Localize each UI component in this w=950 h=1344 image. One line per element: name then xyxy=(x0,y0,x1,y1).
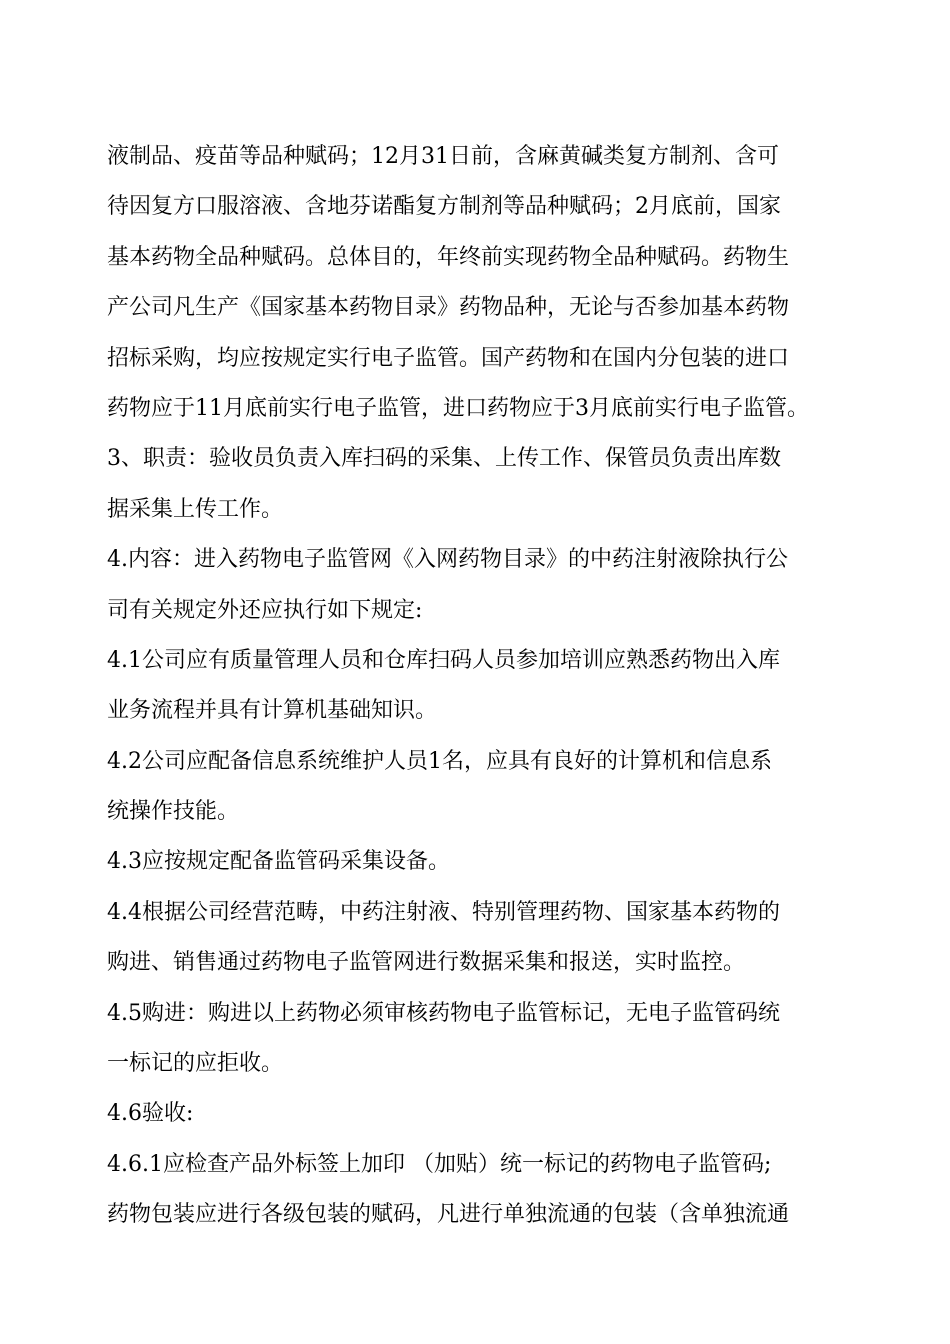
text-line-1: 液制品、疫苗等品种赋码；12月31日前，含麻黄碱类复方制剂、含可 xyxy=(107,144,779,169)
text-line-22: 药物包装应进行各级包装的赋码，凡进行单独流通的包装（含单独流通 xyxy=(107,1202,790,1228)
text-line-9: 4.内容：进入药物电子监管网《入网药物目录》的中药注射液除执行公 xyxy=(107,547,788,573)
text-line-21: 4.6.1应检查产品外标签上加印 （加贴）统一标记的药物电子监管码; xyxy=(107,1151,772,1177)
text-line-6: 药物应于11月底前实行电子监管，进口药物应于3月底前实行电子监管。 xyxy=(107,395,809,421)
text-line-15: 4.3应按规定配备监管码采集设备。 xyxy=(107,849,450,875)
text-line-18: 4.5购进：购进以上药物必须审核药物电子监管标记，无电子监管码统 xyxy=(107,1000,780,1026)
text-line-5: 招标采购，均应按规定实行电子监管。国产药物和在国内分包装的进口 xyxy=(107,345,790,371)
text-line-20: 4.6验收: xyxy=(107,1101,194,1127)
text-line-12: 业务流程并具有计算机基础知识。 xyxy=(107,698,438,724)
text-line-2: 待因复方口服溶液、含地芬诺酯复方制剂等品种赋码；2月底前，国家 xyxy=(107,194,781,220)
text-line-13: 4.2公司应配备信息系统维护人员1名，应具有良好的计算机和信息系 xyxy=(107,748,772,774)
text-line-16: 4.4根据公司经营范畴，中药注射液、特别管理药物、国家基本药物的 xyxy=(107,899,780,925)
document-body xyxy=(107,132,827,1241)
text-line-19: 一标记的应拒收。 xyxy=(107,1051,284,1077)
text-line-10: 司有关规定外还应执行如下规定: xyxy=(107,597,423,623)
text-line-3: 基本药物全品种赋码。总体目的，年终前实现药物全品种赋码。药物生 xyxy=(107,244,790,270)
text-line-7: 3、职责：验收员负责入库扫码的采集、上传工作、保管员负责出库数 xyxy=(107,446,781,472)
text-line-17: 购进、销售通过药物电子监管网进行数据采集和报送，实时监控。 xyxy=(107,950,746,976)
text-line-4: 产公司凡生产《国家基本药物目录》药物品种，无论与否参加基本药物 xyxy=(107,295,790,321)
text-line-11: 4.1公司应有质量管理人员和仓库扫码人员参加培训应熟悉药物出入库 xyxy=(107,647,780,673)
text-line-8: 据采集上传工作。 xyxy=(107,496,284,522)
text-line-14: 统操作技能。 xyxy=(107,799,240,825)
